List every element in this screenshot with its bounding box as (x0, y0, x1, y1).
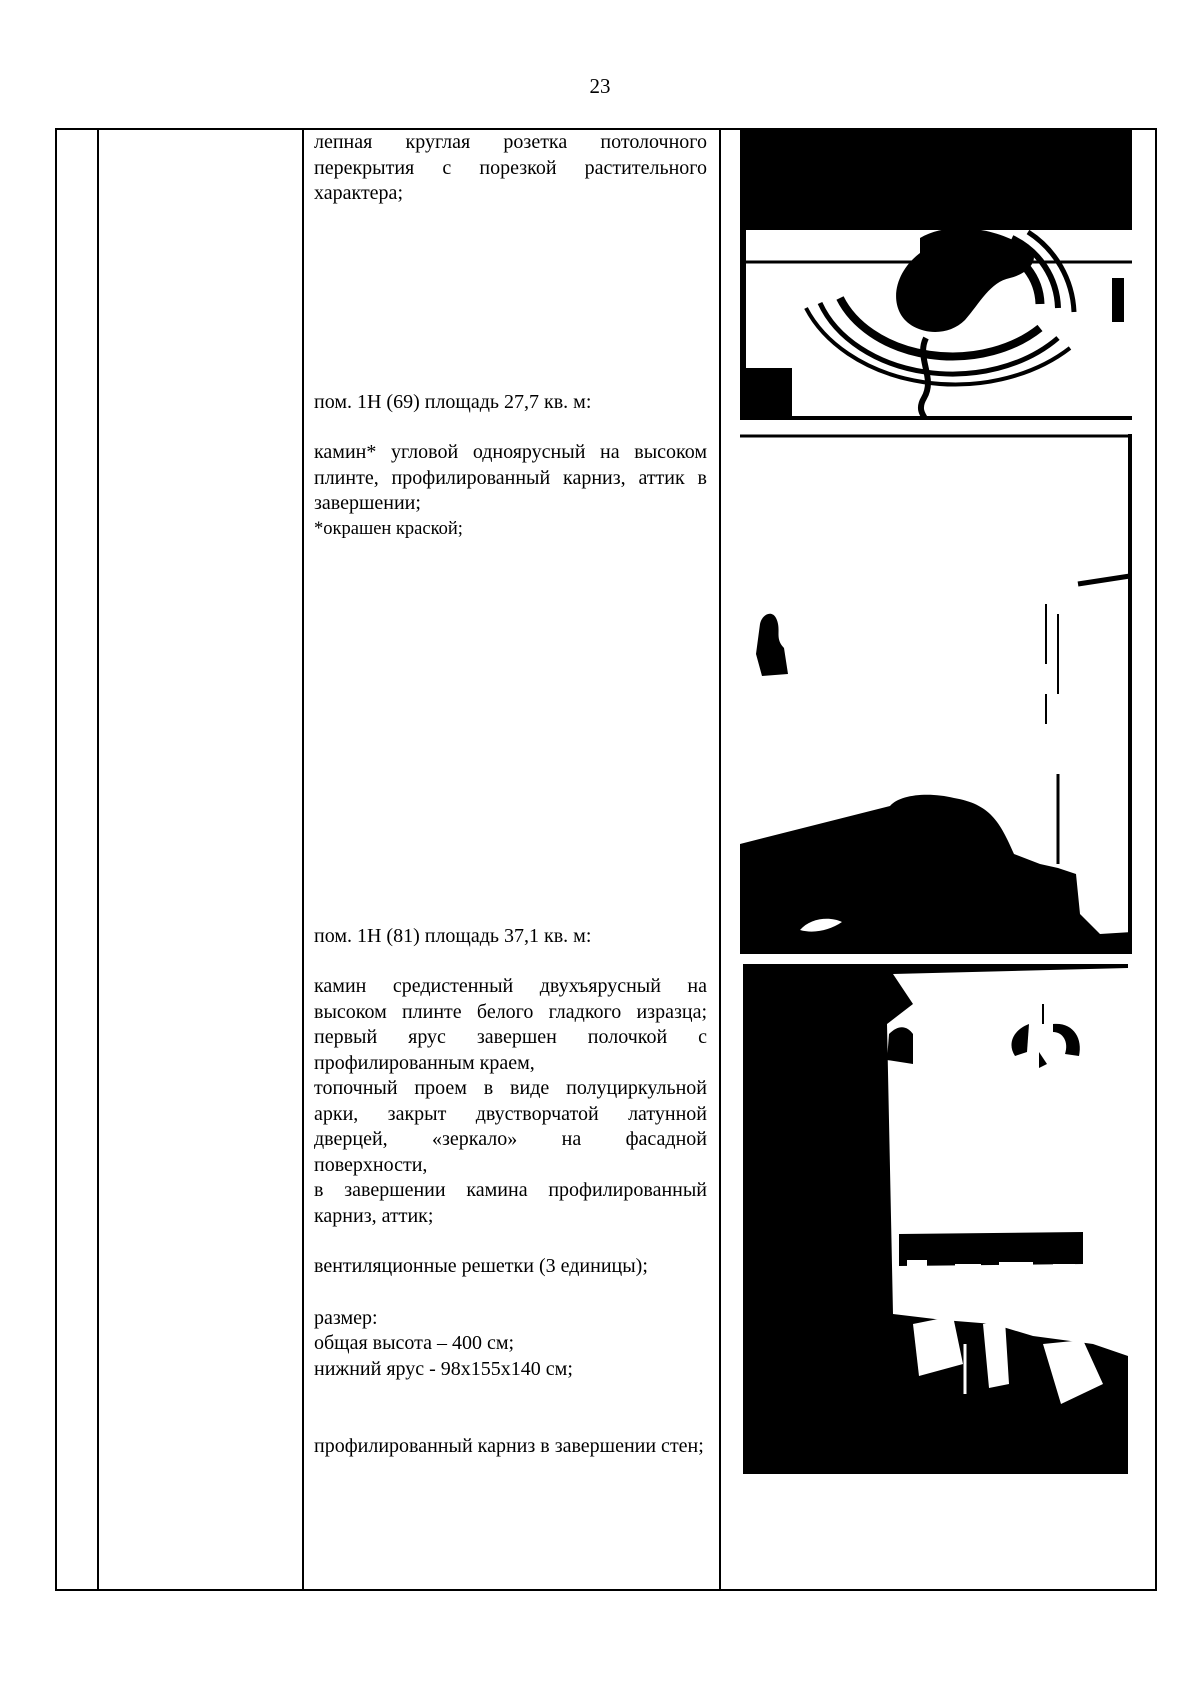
room-81-cornice-attic: в завершении камина профилированный карниз, аттик; (314, 1179, 707, 1227)
room-69-paint-note: *окрашен краской; (314, 519, 463, 539)
room-81-lower-tier-size: нижний ярус - 98х155х140 см; (314, 1358, 573, 1380)
room-81-wall-cornice: профилированный карниз в завершении стен; (314, 1435, 704, 1457)
room-81-vents: вентиляционные решетки (3 единицы); (314, 1255, 648, 1277)
room-81-size-label: размер: (314, 1307, 378, 1329)
room-81-heading: пом. 1Н (81) площадь 37,1 кв. м: (314, 925, 592, 947)
room-81-total-height: общая высота – 400 см; (314, 1332, 515, 1354)
corner-fireplace-photo (740, 434, 1132, 954)
ceiling-rosette-photo (740, 128, 1132, 420)
two-tier-fireplace-photo (743, 964, 1128, 1474)
room-81-fireplace-description: камин средистенный двухъярусный на высоком плинте белого гладкого изразца; первый ярус завершен полочкой с профилированным краем, (314, 975, 707, 1074)
column-divider-3 (719, 128, 721, 1591)
page-number: 23 (589, 74, 611, 98)
room-81-firebox-description: топочный проем в виде полуциркульной арки, закрыт двустворчатой латунной дверцей, «зеркало» на фасадной поверхности, (314, 1077, 707, 1176)
rosette-description: лепная круглая розетка потолочного перекрытия с порезкой растительного характера; (314, 131, 707, 204)
room-69-heading: пом. 1Н (69) площадь 27,7 кв. м: (314, 391, 592, 413)
column-divider-1 (97, 128, 99, 1591)
column-divider-2 (302, 128, 304, 1591)
room-69-fireplace-description: камин* угловой одноярусный на высоком плинте, профилированный карниз, аттик в завершении; (314, 441, 707, 514)
